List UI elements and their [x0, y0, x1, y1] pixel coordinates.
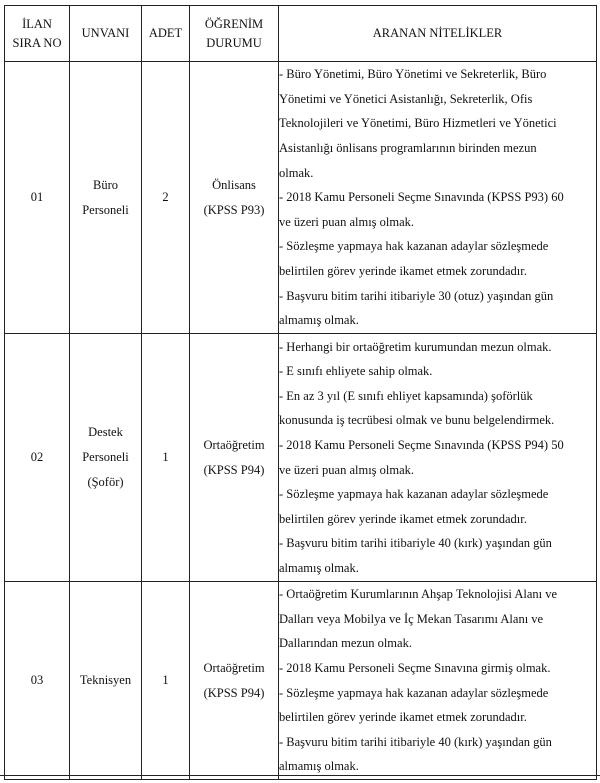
job-listing-table — [4, 5, 597, 780]
unvan-line: Büro — [93, 177, 118, 192]
unvan-line: Teknisyen — [79, 673, 132, 687]
ogrenim-line: Önlisans — [212, 177, 256, 192]
nitelik-line: belirtilen görev yerinde ikamet etmek zorundadır. — [279, 710, 527, 725]
nitelik-line: - 2018 Kamu Personeli Seçme Sınavında (KPSS P93) 60 — [279, 190, 564, 205]
nitelik-line: ve üzeri puan almış olmak. — [279, 462, 415, 477]
nitelik-line: - Başvuru bitim tarihi itibariyle 40 (kırk) yaşından gün — [279, 734, 552, 749]
nitelik-line: Dallarından mezun olmak. — [279, 636, 412, 651]
nitelik-line: - 2018 Kamu Personeli Seçme Sınavına girmiş olmak. — [279, 660, 551, 675]
unvan-cell — [70, 582, 142, 780]
bottom-divider — [0, 775, 600, 776]
ogrenim-cell — [190, 334, 279, 582]
unvan-line: (Şoför) — [87, 475, 124, 489]
ogrenim-cell — [190, 62, 279, 334]
header-ogrenim-durumu — [190, 6, 279, 62]
ogrenim-cell — [190, 582, 279, 780]
nitelik-line: - Ortaöğretim Kurumlarının Ahşap Teknolojisi Alanı ve — [279, 587, 558, 602]
unvan-line: Personeli — [82, 202, 129, 217]
nitelik-line: konusunda iş tecrübesi olmak ve bunu belgelendirmek. — [279, 413, 555, 428]
nitelik-line: ve üzeri puan almış olmak. — [279, 214, 415, 229]
unvan-cell — [70, 334, 142, 582]
nitelik-line: - En az 3 yıl (E sınıfı ehliyet kapsamında) şoförlük — [279, 388, 533, 403]
sira-no-cell: 03 — [5, 582, 70, 780]
nitelik-line: - 2018 Kamu Personeli Seçme Sınavında (KPSS P94) 50 — [279, 437, 564, 452]
nitelik-line: belirtilen görev yerinde ikamet etmek zorundadır. — [279, 511, 527, 526]
header-ilan-line: İLAN — [22, 16, 52, 31]
ogrenim-line: (KPSS P94) — [203, 685, 265, 700]
nitelik-line: almamış olmak. — [279, 759, 359, 774]
header-adet: ADET — [142, 6, 190, 62]
nitelik-line: - E sınıfı ehliyete sahip olmak. — [279, 364, 433, 379]
nitelik-line: olmak. — [279, 165, 314, 180]
nitelik-line: - Sözleşme yapmaya hak kazanan adaylar sözleşmede — [279, 239, 549, 254]
table-row — [5, 62, 597, 334]
header-ogrenim-line: ÖĞRENİM — [204, 16, 264, 31]
table-row — [5, 334, 597, 582]
adet-cell: 1 — [142, 334, 190, 582]
nitelik-line: almamış olmak. — [279, 313, 359, 328]
ogrenim-line: (KPSS P93) — [203, 202, 265, 217]
nitelik-line: - Büro Yönetimi, Büro Yönetimi ve Sekreterlik, Büro — [279, 67, 547, 82]
unvan-cell — [70, 62, 142, 334]
nitelik-line: - Herhangi bir ortaöğretim kurumundan mezun olmak. — [279, 339, 552, 354]
nitelik-line: - Sözleşme yapmaya hak kazanan adaylar sözleşmede — [279, 487, 549, 502]
table-row — [5, 582, 597, 780]
nitelik-line: - Sözleşme yapmaya hak kazanan adaylar sözleşmede — [279, 685, 549, 700]
ogrenim-line: Ortaöğretim — [203, 660, 265, 675]
nitelik-line: Asistanlığı önlisans programlarının birinden mezun — [279, 141, 537, 156]
ogrenim-line: Ortaöğretim — [203, 437, 265, 452]
header-aranan-nitelikler: ARANAN NİTELİKLER — [279, 6, 597, 62]
header-sira-no-line: SIRA NO — [12, 35, 62, 50]
unvan-line: Destek — [88, 425, 123, 439]
header-row — [5, 6, 597, 62]
ogrenim-line: (KPSS P94) — [203, 462, 265, 477]
nitelikler-cell — [279, 62, 597, 334]
nitelikler-cell — [279, 582, 597, 780]
unvan-line: Personeli — [82, 450, 129, 464]
nitelik-line: Dalları veya Mobilya ve İç Mekan Tasarımı Alanı ve — [279, 611, 544, 626]
nitelik-line: - Başvuru bitim tarihi itibariyle 30 (otuz) yaşından gün — [279, 288, 554, 303]
header-ilan-sira-no — [5, 6, 70, 62]
sira-no-cell: 02 — [5, 334, 70, 582]
header-unvani: UNVANI — [70, 6, 142, 62]
sira-no-cell: 01 — [5, 62, 70, 334]
adet-cell: 2 — [142, 62, 190, 334]
header-durumu-line: DURUMU — [206, 35, 262, 50]
nitelik-line: Yönetimi ve Yönetici Asistanlığı, Sekreterlik, Ofis — [279, 91, 533, 106]
nitelikler-cell — [279, 334, 597, 582]
nitelik-line: Teknolojileri ve Yönetimi, Büro Hizmetleri ve Yönetici — [279, 116, 557, 131]
adet-cell: 1 — [142, 582, 190, 780]
nitelik-line: - Başvuru bitim tarihi itibariyle 40 (kırk) yaşından gün — [279, 536, 552, 551]
nitelik-line: belirtilen görev yerinde ikamet etmek zorundadır. — [279, 263, 527, 278]
nitelik-line: almamış olmak. — [279, 560, 359, 575]
